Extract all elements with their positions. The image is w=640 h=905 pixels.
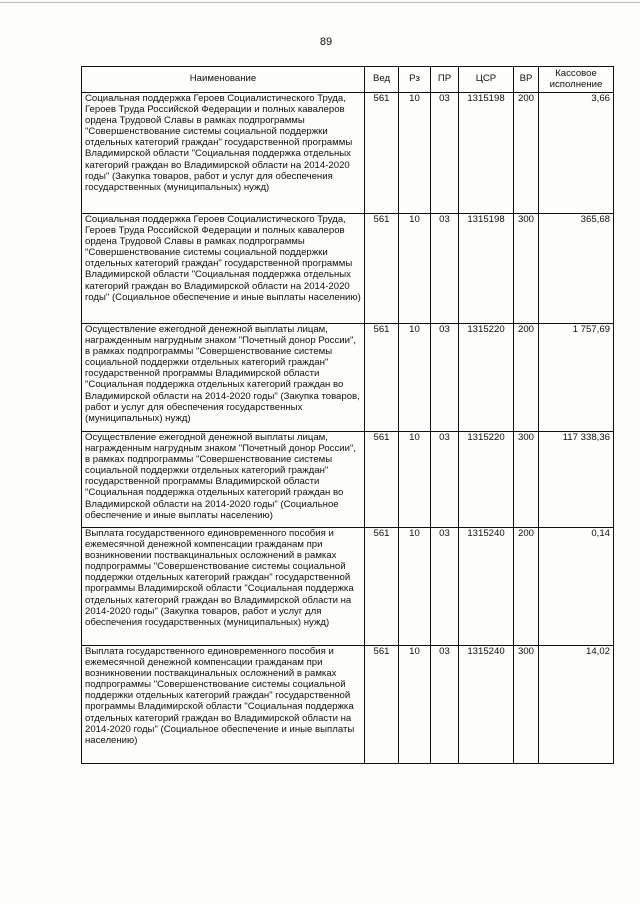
row-name: Выплата государственного единовременного пособия и ежемесячной денежной компенсации гражданам при возникновении поствакцинальных осложнений в рамках подпрограммы "Совершенствование системы социальной поддержки отдельных категорий граждан" государственной программы Владимирской области "Социальная поддержка отдельных категорий граждан во Владимирской области на 2014-2020 годы" (Социальное обеспечение и иные выплаты населению)	[82, 646, 365, 764]
table-row	[82, 93, 614, 214]
row-pr: 03	[431, 324, 459, 432]
row-csr: 1315220	[459, 324, 514, 432]
row-pr: 03	[431, 646, 459, 764]
row-ved: 561	[365, 324, 399, 432]
row-rz: 10	[399, 528, 431, 646]
row-vr: 200	[514, 324, 539, 432]
row-csr: 1315220	[459, 432, 514, 528]
row-csr: 1315198	[459, 93, 514, 214]
row-amount: 14,02	[539, 646, 614, 764]
row-rz: 10	[399, 646, 431, 764]
row-ved: 561	[365, 93, 399, 214]
row-amount: 117 338,36	[539, 432, 614, 528]
row-csr: 1315240	[459, 528, 514, 646]
table-row	[82, 324, 614, 432]
budget-execution-table	[81, 66, 614, 764]
row-name: Социальная поддержка Героев Социалистического Труда, Героев Труда Российской Федерации и полных кавалеров ордена Трудовой Славы в рамках подпрограммы "Совершенствование системы социальной поддержки отдельных категорий граждан" государственной программы Владимирской области "Социальная поддержка отдельных категорий граждан во Владимирской области на 2014-2020 годы" (Закупка товаров, работ и услуг для обеспечения государственных (муниципальных) нужд)	[82, 93, 365, 214]
header-ved: Вед	[365, 67, 399, 93]
row-csr: 1315198	[459, 214, 514, 324]
row-ved: 561	[365, 528, 399, 646]
row-ved: 561	[365, 432, 399, 528]
row-pr: 03	[431, 214, 459, 324]
row-vr: 300	[514, 646, 539, 764]
row-ved: 561	[365, 646, 399, 764]
table-row	[82, 528, 614, 646]
header-csr: ЦСР	[459, 67, 514, 93]
row-name: Осуществление ежегодной денежной выплаты лицам, награжденным нагрудным знаком "Почетный донор России", в рамках подпрограммы "Совершенствование системы социальной поддержки отдельных категорий граждан" государственной программы Владимирской области "Социальная поддержка отдельных категорий граждан во Владимирской области на 2014-2020 годы" (Социальное обеспечение и иные выплаты населению)	[82, 432, 365, 528]
row-vr: 300	[514, 432, 539, 528]
header-pr: ПР	[431, 67, 459, 93]
row-rz: 10	[399, 214, 431, 324]
row-rz: 10	[399, 432, 431, 528]
row-amount: 1 757,69	[539, 324, 614, 432]
row-name: Социальная поддержка Героев Социалистического Труда, Героев Труда Российской Федерации и полных кавалеров ордена Трудовой Славы в рамках подпрограммы "Совершенствование системы социальной поддержки отдельных категорий граждан" государственной программы Владимирской области "Социальная поддержка отдельных категорий граждан во Владимирской области на 2014-2020 годы" (Социальное обеспечение и иные выплаты населению)	[82, 214, 365, 324]
row-vr: 200	[514, 528, 539, 646]
table-row	[82, 214, 614, 324]
row-amount: 3,66	[539, 93, 614, 214]
row-amount: 365,68	[539, 214, 614, 324]
row-pr: 03	[431, 432, 459, 528]
header-amount: Кассовое исполнение	[539, 67, 614, 93]
row-vr: 300	[514, 214, 539, 324]
row-name: Выплата государственного единовременного пособия и ежемесячной денежной компенсации гражданам при возникновении поствакцинальных осложнений в рамках подпрограммы "Совершенствование системы социальной поддержки отдельных категорий граждан" государственной программы Владимирской области "Социальная поддержка отдельных категорий граждан во Владимирской области на 2014-2020 годы" (Закупка товаров, работ и услуг для обеспечения государственных (муниципальных) нужд)	[82, 528, 365, 646]
table-row	[82, 432, 614, 528]
header-rz: Рз	[399, 67, 431, 93]
table-row	[82, 646, 614, 764]
row-vr: 200	[514, 93, 539, 214]
row-pr: 03	[431, 93, 459, 214]
row-rz: 10	[399, 324, 431, 432]
row-amount: 0,14	[539, 528, 614, 646]
row-rz: 10	[399, 93, 431, 214]
row-csr: 1315240	[459, 646, 514, 764]
row-name: Осуществление ежегодной денежной выплаты лицам, награжденным нагрудным знаком "Почетный донор России", в рамках подпрограммы "Совершенствование системы социальной поддержки отдельных категорий граждан" государственной программы Владимирской области "Социальная поддержка отдельных категорий граждан во Владимирской области на 2014-2020 годы" (Закупка товаров, работ и услуг для обеспечения государственных (муниципальных) нужд)	[82, 324, 365, 432]
row-pr: 03	[431, 528, 459, 646]
table-header-row	[82, 67, 614, 93]
row-ved: 561	[365, 214, 399, 324]
header-vr: ВР	[514, 67, 539, 93]
scan-edge-line	[0, 2, 640, 3]
header-name: Наименование	[82, 67, 365, 93]
page-number: 89	[319, 36, 333, 48]
